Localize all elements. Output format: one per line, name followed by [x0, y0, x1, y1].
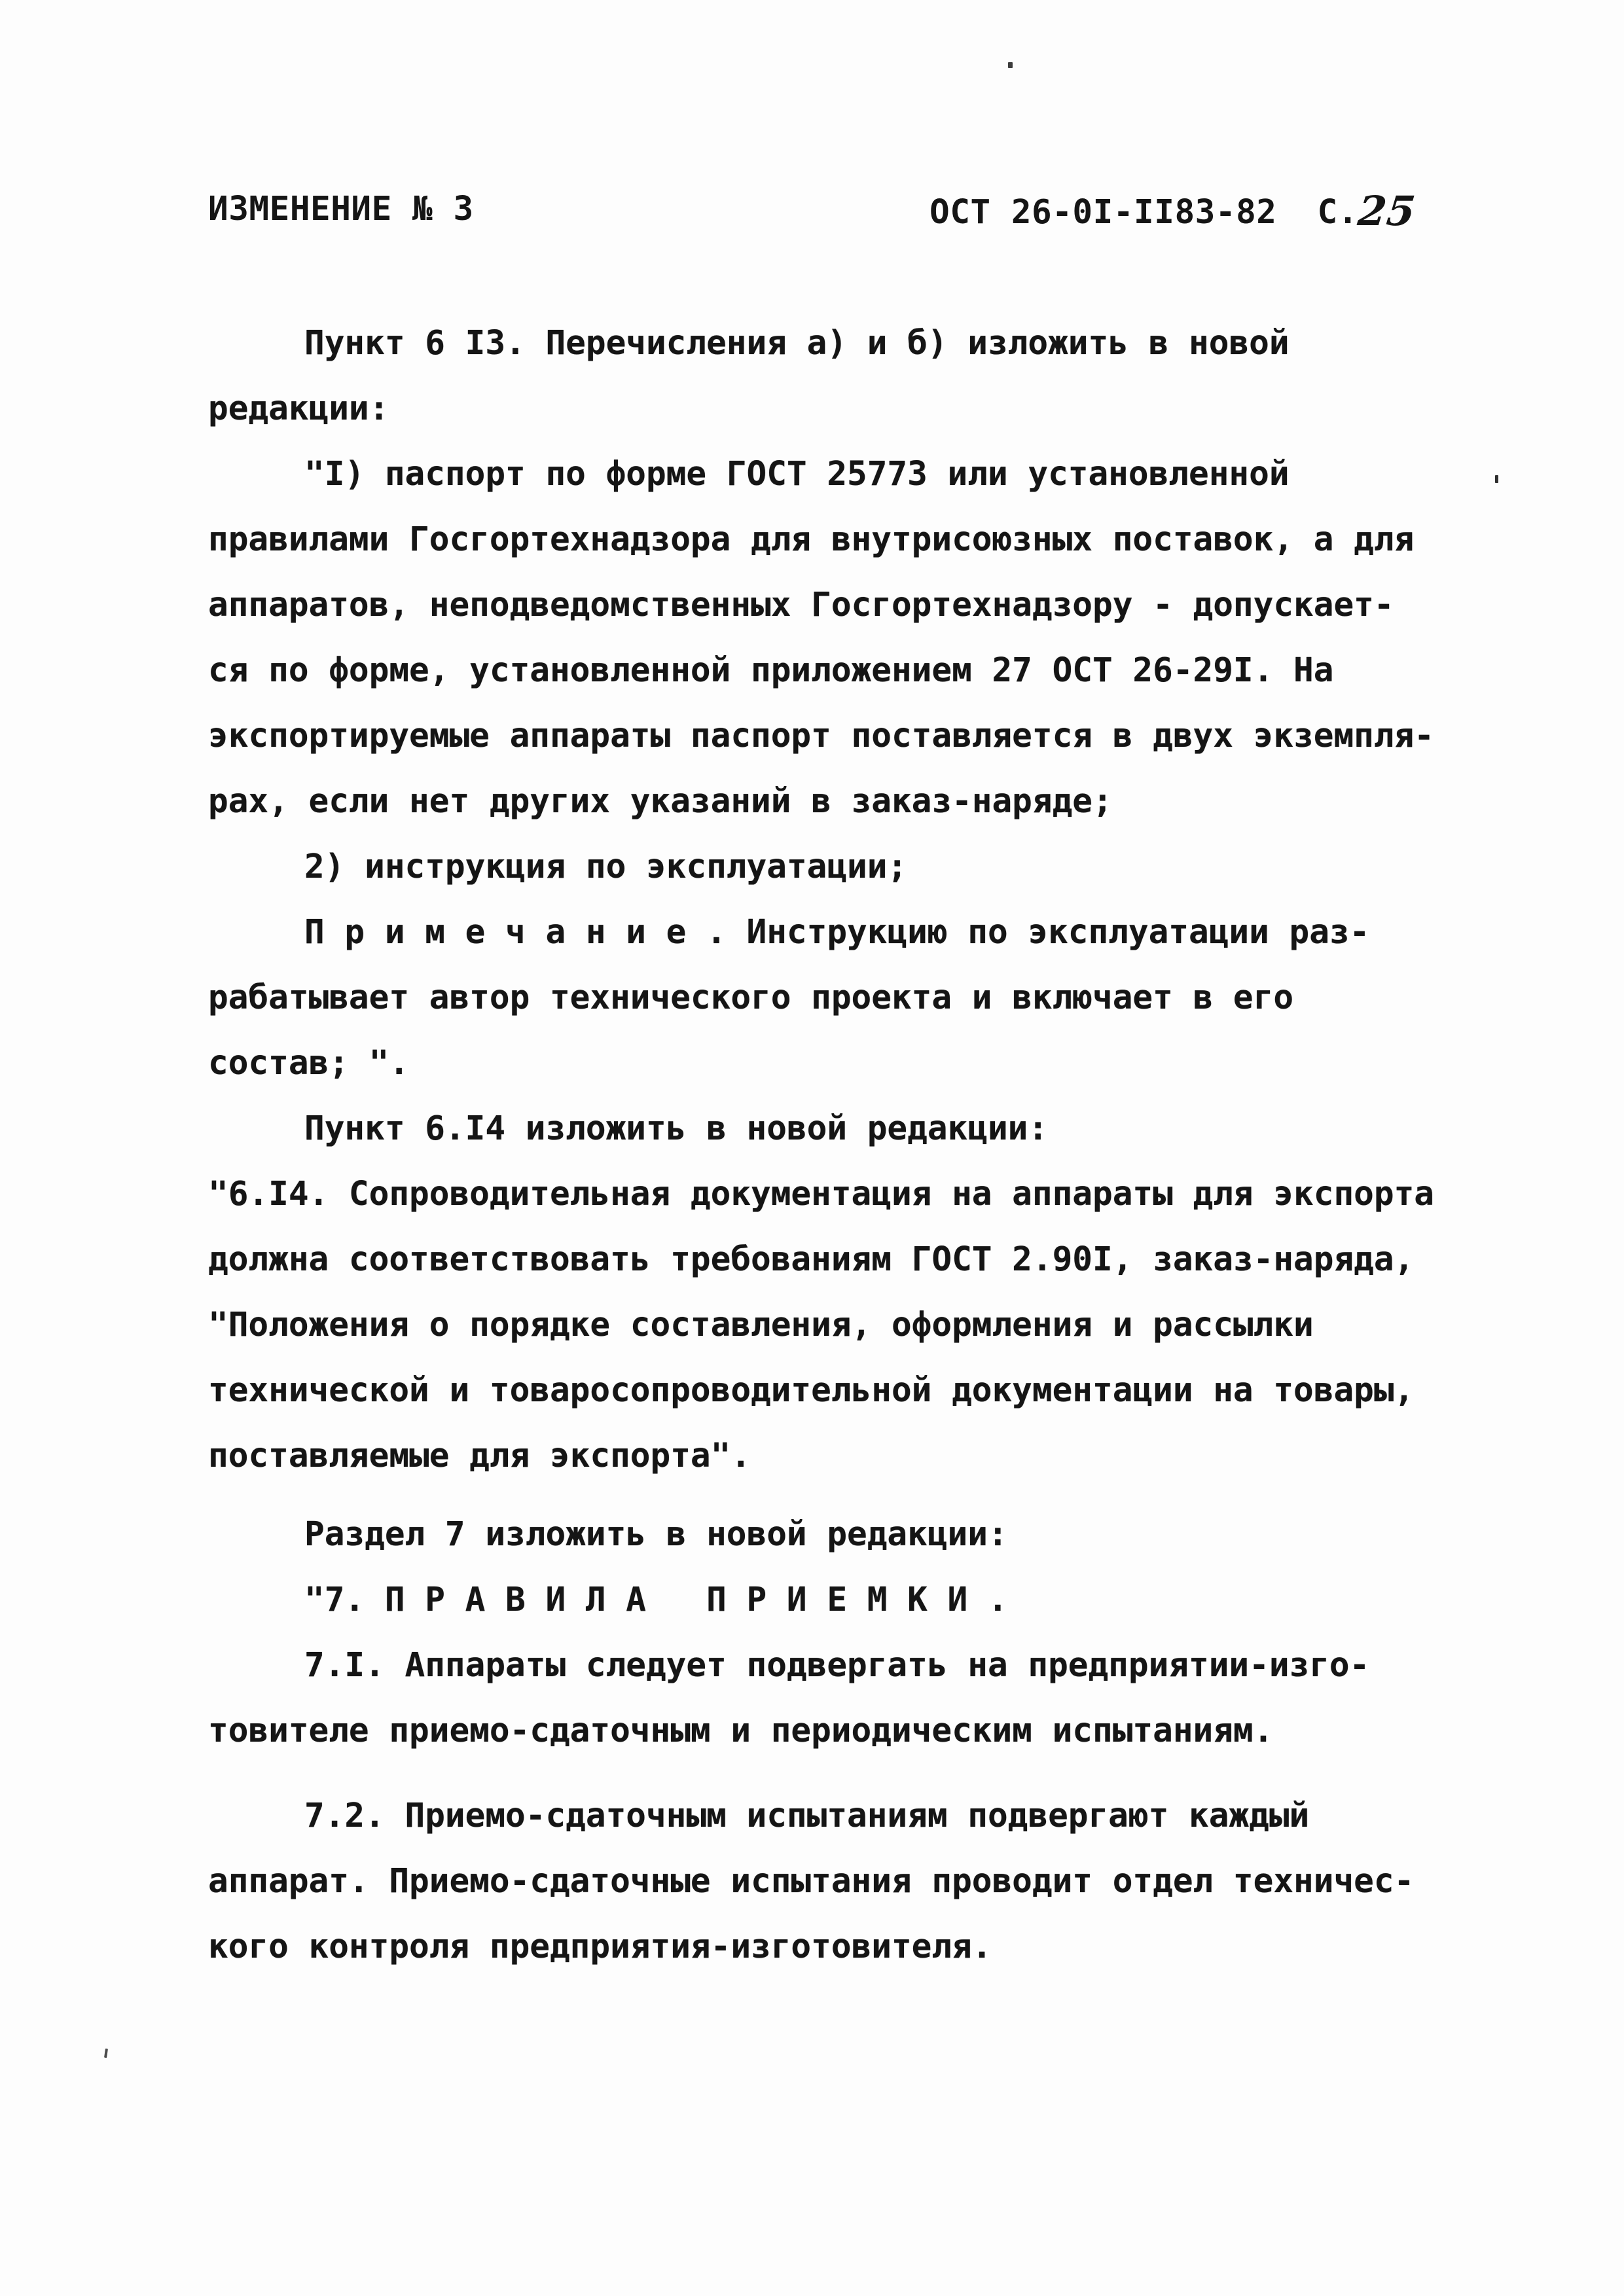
text-line: 2) инструкция по эксплуатации; [304, 848, 908, 886]
scan-speck-bottom [104, 2049, 108, 2058]
page-label: С. [1317, 193, 1358, 232]
text-line: "Положения о порядке составления, оформления и рассылки [208, 1306, 1314, 1344]
text-line: экспортируемые аппараты паспорт поставляется в двух экземпля- [208, 717, 1434, 755]
text-line: рабатывает автор технического проекта и включает в его [208, 978, 1294, 1017]
text-line: П р и м е ч а н и е . Инструкцию по эксплуатации раз- [304, 913, 1370, 952]
text-line: 7.2. Приемо-сдаточным испытаниям подвергают каждый [304, 1797, 1310, 1835]
paragraph [0, 1502, 1624, 1568]
document-body [0, 311, 1624, 1980]
text-line: Пункт 6.I4 изложить в новой редакции: [304, 1109, 1049, 1148]
paragraph [0, 1096, 1624, 1162]
page-reference [1317, 187, 1418, 235]
change-number-label: ИЗМЕНЕНИЕ № 3 [208, 190, 474, 228]
text-line: товителе приемо-сдаточным и периодическим испытаниям. [208, 1712, 1274, 1750]
text-line: редакции: [208, 389, 389, 428]
paragraph [0, 1633, 1624, 1764]
text-line: Раздел 7 изложить в новой редакции: [304, 1515, 1008, 1554]
doc-number: ОСТ 26-0I-II83-82 [929, 193, 1277, 232]
paragraph [0, 1784, 1624, 1980]
text-line: 7.I. Аппараты следует подвергать на предприятии-изго- [304, 1646, 1370, 1685]
scan-speck-right [1495, 475, 1498, 483]
paragraph [0, 834, 1624, 900]
paragraph [0, 1568, 1624, 1633]
text-line: должна соответствовать требованиям ГОСТ 2.90I, заказ-наряда, [208, 1240, 1415, 1279]
text-line: рах, если нет других указаний в заказ-наряде; [208, 782, 1113, 821]
text-line: аппарат. Приемо-сдаточные испытания проводит отдел техничес- [208, 1862, 1415, 1901]
text-line: поставляемые для экспорта". [208, 1437, 751, 1475]
text-line: кого контроля предприятия-изготовителя. [208, 1928, 992, 1966]
text-line: технической и товаросопроводительной документации на товары, [208, 1371, 1415, 1410]
scan-speck-top [1008, 62, 1013, 68]
text-line: правилами Госгортехнадзора для внутрисоюзных поставок, а для [208, 520, 1415, 559]
text-line: "7. П Р А В И Л А П Р И Е М К И . [304, 1581, 1008, 1619]
paragraph [0, 900, 1624, 1096]
standard-reference [929, 187, 1418, 235]
page-number: 25 [1356, 187, 1418, 235]
paragraph [0, 442, 1624, 834]
text-line: "6.I4. Сопроводительная документация на аппараты для экспорта [208, 1175, 1434, 1213]
text-line: "I) паспорт по форме ГОСТ 25773 или установленной [304, 455, 1290, 493]
text-line: Пункт 6 I3. Перечисления а) и б) изложить в новой [304, 324, 1290, 363]
text-line: ся по форме, установленной приложением 27 ОСТ 26-29I. На [208, 651, 1334, 690]
paragraph [0, 311, 1624, 442]
text-line: состав; ". [208, 1044, 410, 1083]
page-header [0, 188, 1624, 241]
paragraph [0, 1162, 1624, 1489]
text-line: аппаратов, неподведомственных Госгортехнадзору - допускает- [208, 586, 1394, 624]
